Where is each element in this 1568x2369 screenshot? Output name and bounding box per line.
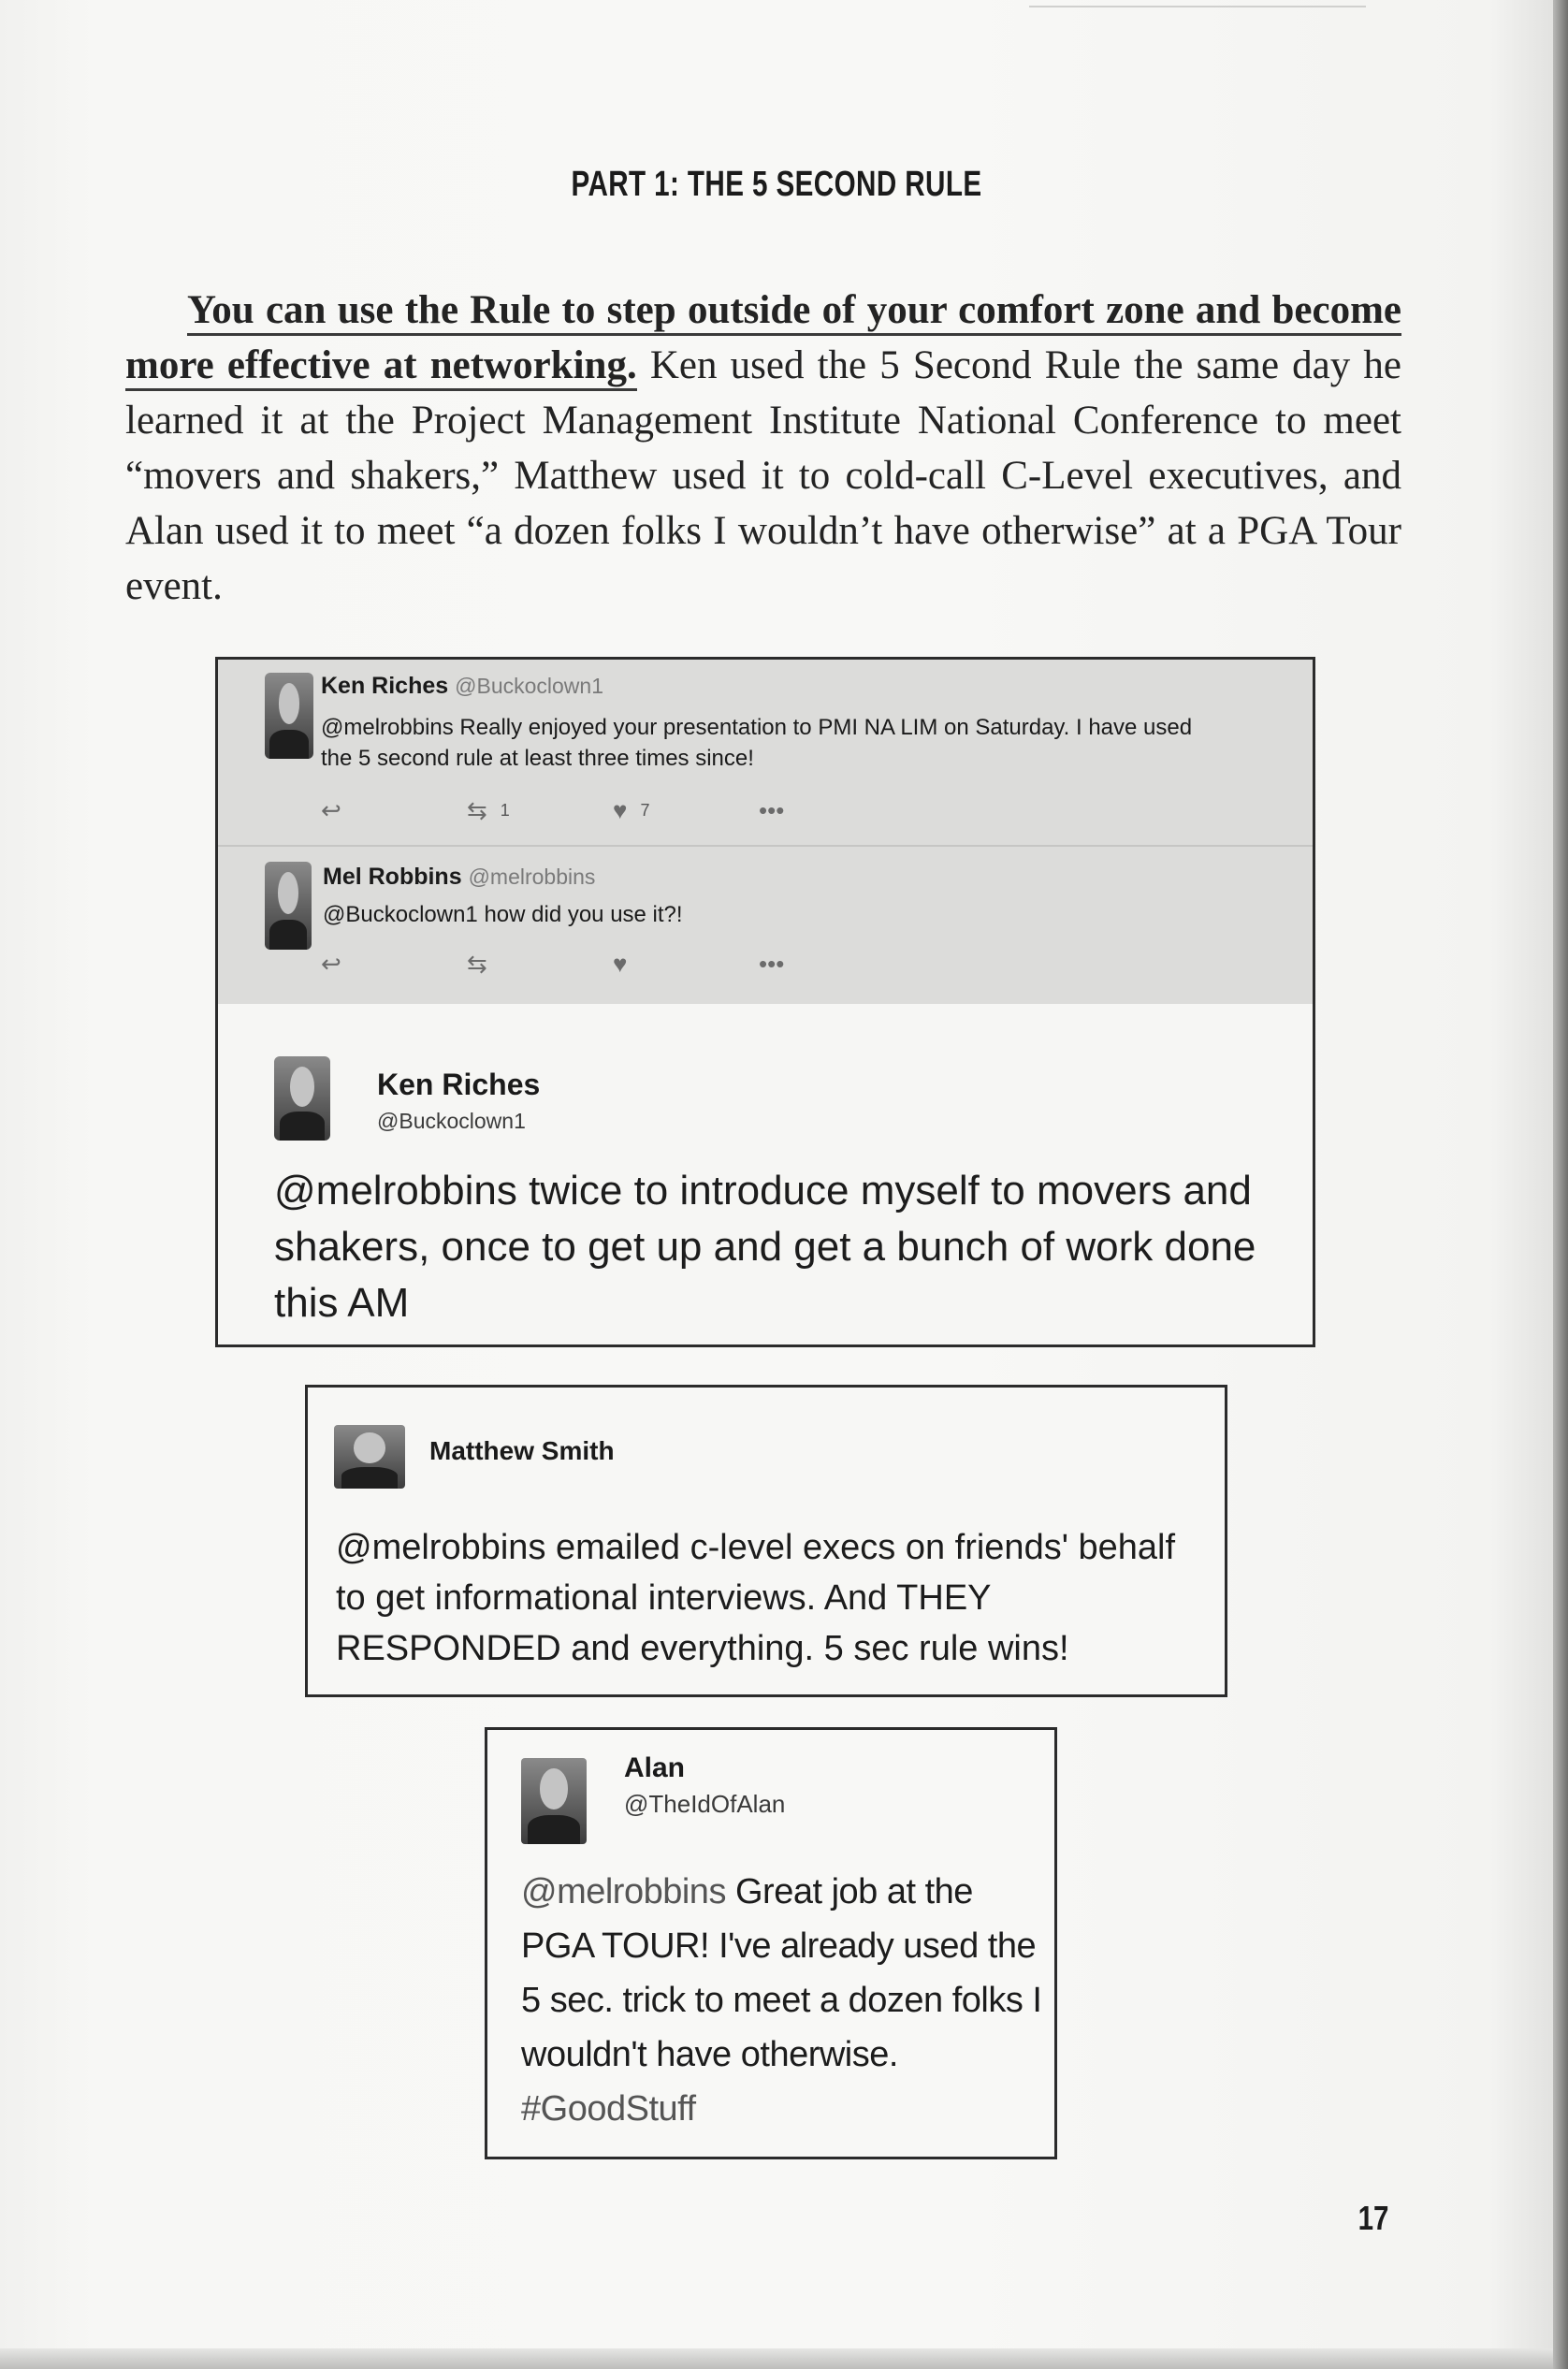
reply-icon[interactable]: ↩: [321, 950, 341, 978]
reply-icon[interactable]: ↩: [321, 796, 341, 824]
tweet-text: @melrobbins emailed c-level execs on friends' behalf to get informational interviews. And THEY RESPONDED and everything. 5 sec rule wins!: [336, 1528, 1176, 1668]
alan-avatar: [521, 1758, 587, 1844]
tweet-text: @melrobbins Really enjoyed your presentation to PMI NA LIM on Saturday. I have used the 5 second rule at least three times since!: [321, 715, 1193, 771]
tweet-author-handle: @melrobbins: [468, 865, 596, 889]
more-icon[interactable]: •••: [759, 950, 785, 978]
book-spine-edge: [1553, 0, 1568, 2369]
tweet-author-name: Matthew Smith: [429, 1436, 615, 1465]
lead-sentence: You can use the Rule to step outside of your comfort zone and become more effective at networking.: [125, 288, 1401, 391]
tweet-author-name: Ken Riches: [321, 673, 449, 699]
page-number: 17: [1357, 2199, 1389, 2237]
body-paragraph: [125, 283, 1401, 614]
tweet-author-name: Mel Robbins: [323, 864, 462, 890]
tweet-row: [218, 660, 1313, 847]
tweet-card-matthew: [305, 1385, 1227, 1697]
tweet-thread-panel: [215, 657, 1315, 1347]
tweet-actions: [321, 796, 905, 825]
tweet-hashtag: #GoodStuff: [521, 2089, 696, 2129]
paragraph-rest: Ken used the 5 Second Rule the same day he learned it at the Project Management Institute National Conference to meet “movers and shakers,” Matthew used it to cold-call C-Level executives, and Alan used it to meet “a dozen folks I wouldn’t have otherwise” at a PGA Tour event.: [125, 343, 1402, 608]
retweet-count: 1: [500, 801, 510, 820]
ken-riches-avatar: [265, 673, 313, 759]
tweet-author-name: Alan: [624, 1752, 686, 1783]
tweet-card-alan: [485, 1727, 1057, 2159]
tweet-author-handle: @TheIdOfAlan: [624, 1790, 786, 1818]
ken-riches-avatar: [274, 1056, 330, 1141]
tweet-mention: @melrobbins: [521, 1872, 726, 1911]
retweet-icon: ⇆: [467, 796, 487, 824]
tweet-author-name: Ken Riches: [377, 1068, 541, 1101]
tweet-author-handle: @Buckoclown1: [377, 1109, 526, 1133]
retweet-icon[interactable]: ⇆: [467, 950, 487, 978]
page-bottom-edge: [0, 2348, 1553, 2369]
tweet-text: @melrobbins twice to introduce myself to movers and shakers, once to get up and get a bunch of work done this AM: [274, 1168, 1256, 1326]
page-edge-line: [1029, 6, 1366, 7]
tweet-text: @melrobbins Great job at the PGA TOUR! I've already used the 5 sec. trick to meet a dozen folks I wouldn't have otherwise. #GoodStuff: [521, 1872, 1042, 2129]
tweet-row: [218, 847, 1313, 1004]
tweet-text: @Buckoclown1 how did you use it?!: [323, 902, 683, 927]
tweet-actions: [321, 950, 905, 979]
heart-icon: ♥: [613, 796, 628, 824]
tweet-author-handle: @Buckoclown1: [455, 674, 603, 698]
heart-icon[interactable]: ♥: [613, 950, 628, 978]
mel-robbins-avatar: [265, 862, 312, 950]
running-head: PART 1: THE 5 SECOND RULE: [571, 165, 982, 204]
matthew-smith-avatar: [334, 1425, 405, 1489]
like-count: 7: [640, 801, 650, 820]
more-icon[interactable]: •••: [759, 796, 785, 824]
